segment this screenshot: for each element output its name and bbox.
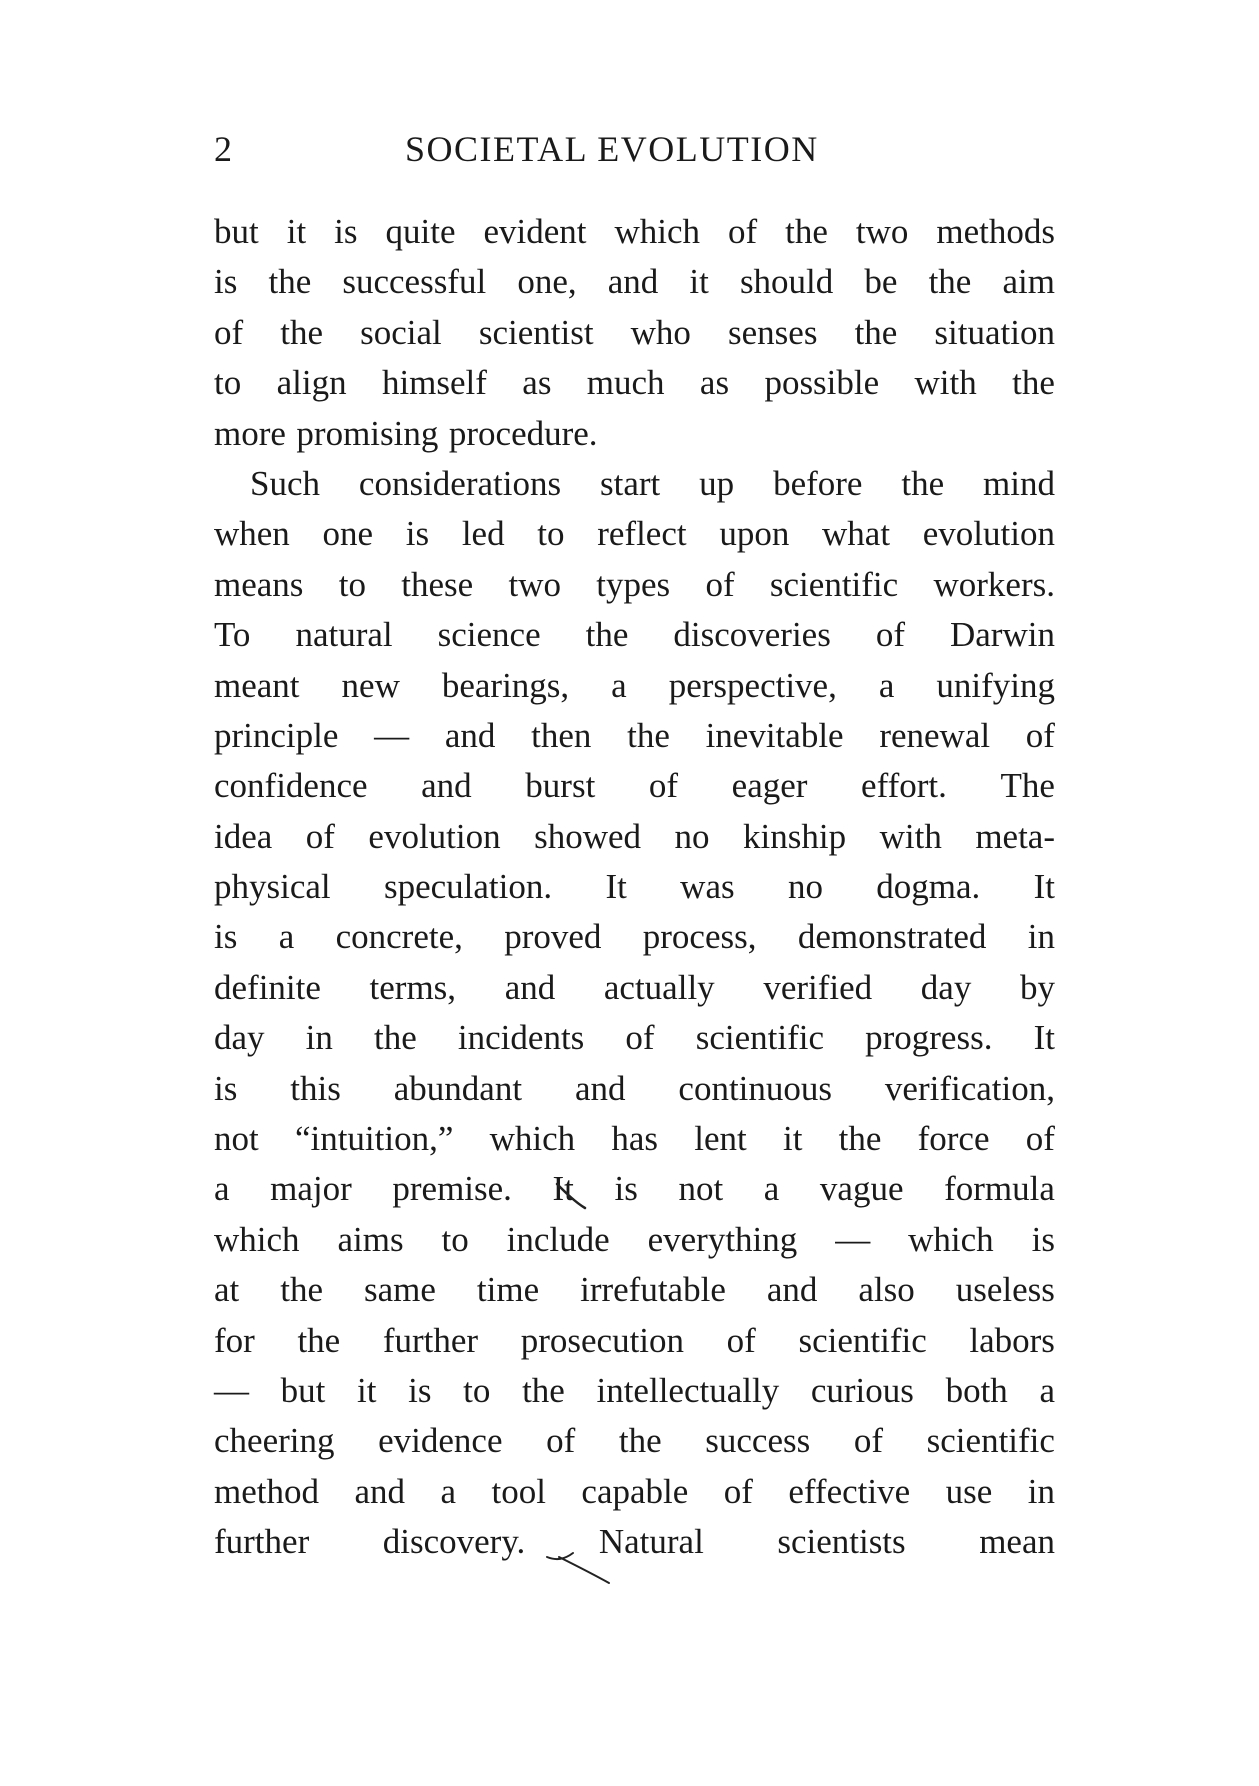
word: at	[214, 1270, 240, 1310]
word: of	[305, 816, 335, 856]
word: the	[297, 1320, 341, 1360]
word: of	[1025, 1119, 1055, 1159]
word: two	[508, 564, 561, 604]
page-number: 2	[214, 129, 233, 169]
word: both	[945, 1370, 1008, 1410]
word: methods	[936, 212, 1055, 251]
word: burst	[525, 766, 596, 806]
word: continuous	[678, 1068, 833, 1108]
word: scientific	[769, 564, 899, 604]
word: should	[739, 262, 834, 302]
word: which	[908, 1219, 994, 1259]
word: and	[444, 715, 496, 755]
word: The	[1000, 766, 1055, 806]
word: it	[357, 1370, 377, 1410]
word: much	[586, 363, 665, 403]
word: quite	[385, 212, 456, 251]
word: evident	[483, 212, 587, 251]
text-line	[214, 1215, 1055, 1265]
word: to	[463, 1370, 491, 1410]
word: To	[214, 615, 251, 655]
word: not	[214, 1119, 259, 1159]
word: upon	[719, 514, 790, 554]
word: no	[787, 867, 823, 907]
text-line	[214, 1265, 1055, 1315]
word: concrete,	[335, 917, 463, 957]
word: in	[1027, 1471, 1055, 1511]
word: the	[280, 312, 324, 352]
word: It	[552, 1169, 574, 1209]
running-head-title: SOCIETAL EVOLUTION	[405, 129, 819, 169]
word: same	[364, 1270, 436, 1310]
word: a	[278, 917, 295, 957]
word: “intuition,”	[294, 1119, 454, 1159]
word: vague	[819, 1169, 904, 1209]
word: —	[835, 1219, 871, 1259]
word: It	[1033, 1018, 1055, 1058]
text-line	[214, 409, 1055, 459]
text-line	[214, 1013, 1055, 1063]
text-line	[214, 1517, 1055, 1567]
word: It	[1033, 867, 1055, 907]
text-line	[214, 1064, 1055, 1114]
word: types	[596, 564, 671, 604]
word: social	[360, 312, 442, 352]
word: principle	[214, 715, 339, 755]
word: and	[766, 1270, 818, 1310]
word: of	[705, 564, 735, 604]
word: for	[214, 1320, 255, 1360]
word: is	[405, 514, 430, 554]
word: to	[537, 514, 565, 554]
word: to	[338, 564, 366, 604]
word: major	[270, 1169, 352, 1209]
word: a	[214, 1169, 230, 1209]
word: is	[614, 1169, 638, 1209]
word: dogma.	[876, 867, 981, 907]
word: intellectually	[596, 1370, 780, 1410]
text-line	[214, 1416, 1055, 1466]
word: the	[838, 1119, 882, 1159]
word: method	[214, 1471, 319, 1511]
text-line	[214, 1114, 1055, 1164]
text-line	[214, 912, 1055, 962]
word: demonstrated	[797, 917, 987, 957]
word: aim	[1002, 262, 1055, 302]
word: of	[214, 312, 244, 352]
word: meant	[214, 665, 300, 705]
text-line	[214, 509, 1055, 559]
word: one,	[517, 262, 577, 302]
word: by	[1019, 967, 1055, 1007]
word: and	[504, 967, 556, 1007]
word: meta-	[975, 816, 1055, 856]
word: these	[401, 564, 474, 604]
word: the	[854, 312, 898, 352]
word: of	[875, 615, 905, 655]
word: scientific	[695, 1018, 824, 1058]
word: and	[607, 262, 659, 302]
word: success	[705, 1421, 811, 1461]
word: verified	[763, 967, 873, 1007]
word: lent	[694, 1119, 747, 1159]
text-line	[214, 711, 1055, 761]
word: the	[585, 615, 629, 655]
word: possible	[764, 363, 880, 403]
word: force	[917, 1119, 990, 1159]
word: the	[280, 1270, 324, 1310]
word: procedure.	[448, 413, 598, 453]
word: abundant	[393, 1068, 523, 1108]
text-line	[214, 459, 1055, 509]
word: Darwin	[949, 615, 1055, 655]
word: scientists	[777, 1522, 906, 1562]
word: of	[723, 1471, 753, 1511]
word: what	[822, 514, 891, 554]
word: senses	[728, 312, 818, 352]
word: this	[290, 1068, 341, 1108]
text-line	[214, 1366, 1055, 1416]
word: which	[614, 212, 701, 251]
word: include	[506, 1219, 610, 1259]
word: of	[728, 212, 758, 251]
word: labors	[969, 1320, 1055, 1360]
word: it	[286, 212, 307, 251]
word: a	[763, 1169, 780, 1209]
word: effective	[788, 1471, 911, 1511]
word: as	[699, 363, 730, 403]
word: the	[1012, 363, 1055, 403]
word: scientific	[798, 1320, 927, 1360]
word: process,	[642, 917, 757, 957]
word: actually	[603, 967, 715, 1007]
word: perspective,	[668, 665, 837, 705]
text-line	[214, 560, 1055, 610]
text-line	[214, 761, 1055, 811]
word: natural	[295, 615, 393, 655]
word: speculation.	[383, 867, 553, 907]
text-line	[214, 1467, 1055, 1517]
word: of	[726, 1320, 756, 1360]
word: up	[699, 463, 735, 503]
word: science	[437, 615, 541, 655]
word: of	[853, 1421, 884, 1461]
word: mind	[983, 463, 1055, 503]
word: successful	[342, 262, 487, 302]
word: has	[611, 1119, 659, 1159]
text-line	[214, 1164, 1055, 1214]
word: situation	[934, 312, 1055, 352]
word: irrefutable	[580, 1270, 726, 1310]
word: discoveries	[673, 615, 831, 655]
text-line	[214, 661, 1055, 711]
word: and	[421, 766, 472, 806]
text-line	[214, 257, 1055, 307]
word: then	[531, 715, 592, 755]
word: was	[680, 867, 735, 907]
word: evidence	[378, 1421, 503, 1461]
word: formula	[944, 1169, 1055, 1209]
word: to	[441, 1219, 469, 1259]
word: day	[920, 967, 972, 1007]
word: it	[689, 262, 709, 302]
word: mean	[979, 1522, 1055, 1562]
word: discovery.	[382, 1522, 526, 1562]
text-line	[214, 963, 1055, 1013]
word: Such	[250, 463, 320, 503]
word: curious	[810, 1370, 914, 1410]
word: is	[214, 1068, 238, 1108]
word: of	[648, 766, 679, 806]
word: and	[574, 1068, 626, 1108]
word: bearings,	[441, 665, 570, 705]
word: tool	[491, 1471, 546, 1511]
text-line	[214, 1316, 1055, 1366]
word: confidence	[214, 766, 368, 806]
text-line	[214, 308, 1055, 358]
word: which	[489, 1119, 576, 1159]
word: in	[305, 1018, 333, 1058]
word: the	[928, 262, 972, 302]
text-line	[214, 610, 1055, 660]
word: prosecution	[520, 1320, 685, 1360]
word: considerations	[358, 463, 562, 503]
word: further	[382, 1320, 479, 1360]
word: incidents	[457, 1018, 585, 1058]
word: as	[522, 363, 552, 403]
word: evolution	[922, 514, 1055, 554]
word: the	[522, 1370, 565, 1410]
word: the	[268, 262, 312, 302]
word: premise.	[392, 1169, 512, 1209]
word: verification,	[884, 1068, 1055, 1108]
word: a	[1039, 1370, 1055, 1410]
word: cheering	[214, 1421, 335, 1461]
body-text	[214, 207, 1055, 1568]
word: start	[600, 463, 661, 503]
word: two	[855, 212, 909, 251]
word: with	[914, 363, 977, 403]
word: is	[408, 1370, 432, 1410]
word: everything	[647, 1219, 798, 1259]
word: promising	[296, 413, 439, 453]
word: —	[214, 1370, 249, 1410]
word: no	[674, 816, 710, 856]
word: more	[214, 413, 286, 453]
word: one	[322, 514, 374, 554]
word: reflect	[597, 514, 687, 554]
word: the	[785, 212, 828, 251]
word: unifying	[936, 665, 1055, 705]
word: which	[214, 1219, 300, 1259]
word: renewal	[879, 715, 991, 755]
word: of	[1025, 715, 1055, 755]
word: the	[627, 715, 670, 755]
word: means	[214, 564, 304, 604]
word: new	[341, 665, 400, 705]
running-head	[210, 128, 1060, 172]
word: is	[214, 262, 238, 302]
word: physical	[214, 867, 331, 907]
word: effort.	[861, 766, 947, 806]
word: also	[858, 1270, 915, 1310]
word: showed	[534, 816, 642, 856]
word: of	[546, 1421, 576, 1461]
word: led	[461, 514, 505, 554]
word: and	[354, 1471, 405, 1511]
word: terms,	[369, 967, 457, 1007]
word: scientific	[926, 1421, 1055, 1461]
word: in	[1027, 917, 1055, 957]
word: but	[214, 212, 259, 251]
word: capable	[581, 1471, 689, 1511]
word: day	[214, 1018, 265, 1058]
word: definite	[214, 967, 321, 1007]
word: inevitable	[705, 715, 844, 755]
word: a	[878, 665, 895, 705]
text-line	[214, 207, 1055, 257]
text-line	[214, 358, 1055, 408]
word: workers.	[933, 564, 1055, 604]
word: a	[611, 665, 627, 705]
word: the	[374, 1018, 417, 1058]
word: kinship	[743, 816, 847, 856]
word: a	[440, 1471, 457, 1511]
word: but	[280, 1370, 326, 1410]
word: the	[618, 1421, 662, 1461]
word: idea	[214, 816, 273, 856]
word: —	[374, 715, 410, 755]
word: proved	[504, 917, 602, 957]
word: is	[214, 917, 238, 957]
text-line	[214, 812, 1055, 862]
word: not	[678, 1169, 724, 1209]
word: is	[1031, 1219, 1055, 1259]
word: Natural	[598, 1522, 704, 1562]
word: scientist	[478, 312, 594, 352]
word: himself	[381, 363, 487, 403]
word: evolution	[368, 816, 501, 856]
word: align	[276, 363, 347, 403]
word: further	[214, 1522, 310, 1562]
word: when	[214, 514, 290, 554]
word: with	[879, 816, 942, 856]
word: eager	[731, 766, 808, 806]
word: time	[476, 1270, 540, 1310]
word: to	[214, 363, 242, 403]
word: It	[605, 867, 627, 907]
word: use	[945, 1471, 993, 1511]
text-line	[214, 862, 1055, 912]
word: aims	[337, 1219, 404, 1259]
word: progress.	[865, 1018, 993, 1058]
word: useless	[955, 1270, 1055, 1310]
word: is	[334, 212, 358, 251]
word: of	[625, 1018, 655, 1058]
word: be	[864, 262, 898, 302]
word: the	[901, 463, 945, 503]
word: it	[782, 1119, 803, 1159]
word: before	[773, 463, 863, 503]
word: who	[630, 312, 691, 352]
